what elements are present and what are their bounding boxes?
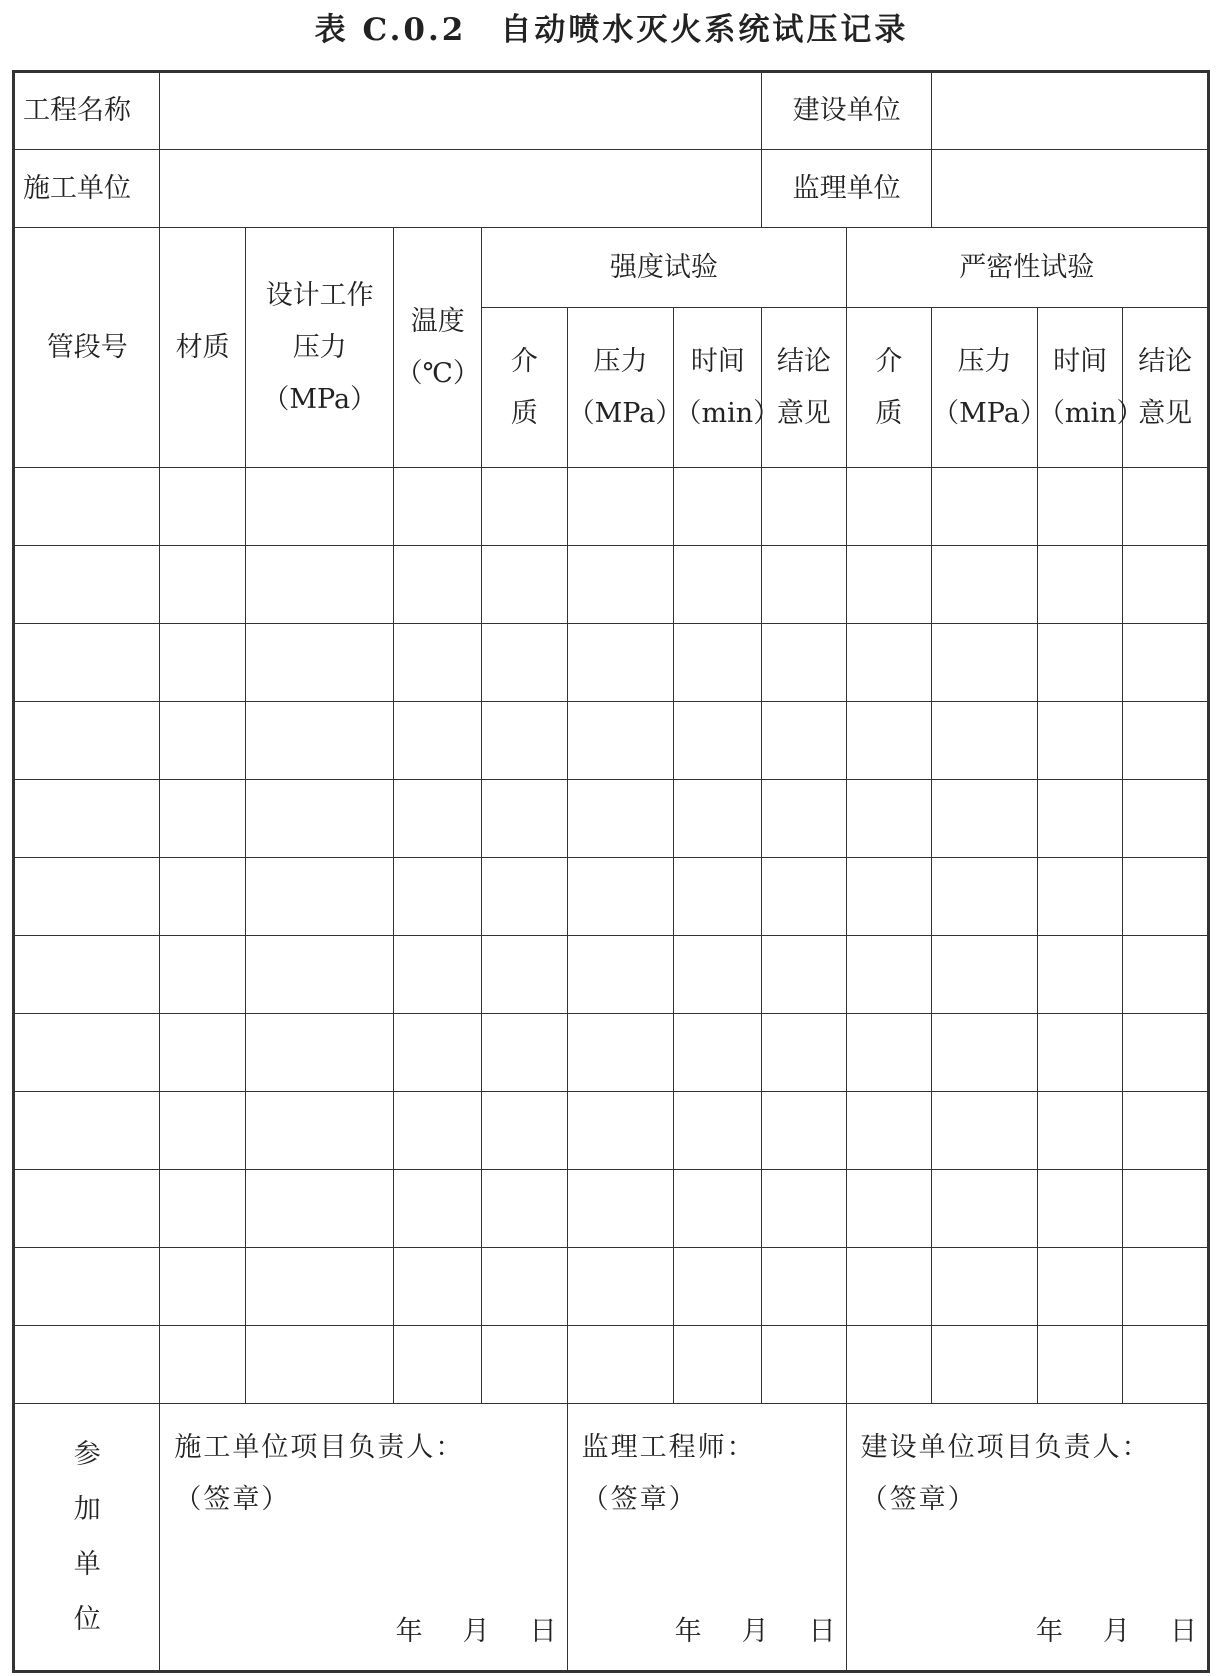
table-cell[interactable] [762,780,846,858]
signature-date [1036,1606,1197,1658]
table-cell[interactable] [674,1170,762,1248]
strength-medium-header [482,308,568,468]
table-cell[interactable] [567,858,674,936]
table-cell[interactable] [1123,1170,1209,1248]
table-cell[interactable] [245,1014,394,1092]
table-cell[interactable] [245,858,394,936]
table-cell[interactable] [674,1248,762,1326]
table-cell[interactable] [567,936,674,1014]
table-cell[interactable] [1123,936,1209,1014]
table-cell[interactable] [567,1092,674,1170]
design-pressure-header-line: 设计工作 [265,279,374,311]
date-day: 日 [1170,1616,1197,1647]
strength-conclusion-header [762,308,846,468]
table-cell[interactable] [160,1170,246,1248]
date-month: 月 [1103,1616,1130,1647]
seal-label: （签章） [860,1484,977,1515]
temperature-header-line: （℃） [395,357,480,389]
table-cell[interactable] [932,468,1038,546]
header-line: 介 [875,345,903,377]
table-row [14,468,1209,546]
table-cell[interactable] [160,468,246,546]
table-cell[interactable] [674,858,762,936]
table-cell[interactable] [846,1014,932,1092]
table-cell[interactable] [482,1326,568,1404]
table-cell[interactable] [160,780,246,858]
column-header-row-1 [14,228,1209,308]
table-cell[interactable] [482,780,568,858]
construction-lead-signature[interactable] [160,1404,567,1672]
table-cell[interactable] [1123,780,1209,858]
table-cell[interactable] [482,1092,568,1170]
builder-unit-value[interactable] [932,72,1209,150]
material-header: 材质 [160,228,246,468]
table-cell[interactable] [394,1326,482,1404]
supervision-unit-value[interactable] [932,150,1209,228]
table-cell[interactable] [245,702,394,780]
table-cell[interactable] [482,702,568,780]
table-cell[interactable] [932,1092,1038,1170]
participants-row [14,1404,1209,1672]
table-cell[interactable] [14,1170,160,1248]
table-cell[interactable] [846,1092,932,1170]
table-cell[interactable] [1037,468,1123,546]
table-cell[interactable] [14,546,160,624]
table-cell[interactable] [160,624,246,702]
table-cell[interactable] [245,936,394,1014]
table-cell[interactable] [762,858,846,936]
date-day: 日 [529,1616,557,1647]
table-cell[interactable] [394,1092,482,1170]
table-cell[interactable] [1123,1014,1209,1092]
table-cell[interactable] [394,1248,482,1326]
participants-label-char: 加 [73,1494,101,1525]
date-month: 月 [462,1616,490,1647]
table-row [14,1014,1209,1092]
table-cell[interactable] [567,780,674,858]
table-cell[interactable] [160,546,246,624]
table-cell[interactable] [14,858,160,936]
table-cell[interactable] [1037,702,1123,780]
header-line: （MPa） [567,397,683,429]
header-line: 压力 [593,345,648,377]
builder-lead-label: 建设单位项目负责人： [860,1432,1151,1463]
table-cell[interactable] [1037,780,1123,858]
table-cell[interactable] [846,936,932,1014]
participants-label [14,1404,160,1672]
table-cell[interactable] [674,1014,762,1092]
header-line: 质 [510,397,538,429]
table-row [14,780,1209,858]
table-cell[interactable] [245,1092,394,1170]
table-cell[interactable] [762,468,846,546]
table-cell[interactable] [932,1326,1038,1404]
strength-time-header [674,308,781,468]
strength-pressure-header [567,308,683,468]
date-day: 日 [808,1616,836,1647]
table-cell[interactable] [567,1014,674,1092]
date-year: 年 [395,1616,423,1647]
table-cell[interactable] [1123,468,1209,546]
table-row [14,546,1209,624]
table-cell[interactable] [482,624,568,702]
table-cell[interactable] [1037,1170,1123,1248]
table-row [14,624,1209,702]
table-cell[interactable] [482,936,568,1014]
table-cell[interactable] [482,468,568,546]
tightness-medium-header [846,308,932,468]
table-cell[interactable] [1123,1326,1209,1404]
table-cell[interactable] [846,1170,932,1248]
table-cell[interactable] [245,624,394,702]
table-cell[interactable] [932,780,1038,858]
tightness-test-header: 严密性试验 [846,228,1208,308]
table-cell[interactable] [394,1170,482,1248]
seal-label: （签章） [581,1484,698,1515]
table-cell[interactable] [14,936,160,1014]
supervisor-label: 监理工程师： [581,1432,756,1463]
tightness-conclusion-header [1123,308,1209,468]
design-pressure-header-line: （MPa） [262,383,378,415]
table-cell[interactable] [932,624,1038,702]
construction-unit-value[interactable] [160,150,762,228]
header-line: 结论 [1138,345,1193,377]
strength-test-header: 强度试验 [482,228,847,308]
table-cell[interactable] [14,468,160,546]
header-line: （min） [674,397,781,429]
table-cell[interactable] [762,1014,846,1092]
segment-no-header: 管段号 [14,228,160,468]
participants-label-char: 单 [73,1549,101,1580]
table-cell[interactable] [846,1326,932,1404]
table-cell[interactable] [567,1170,674,1248]
table-cell[interactable] [674,546,762,624]
form-title: 表 C.0.2 自动喷水灭火系统试压记录 [314,12,909,48]
table-cell[interactable] [1037,936,1123,1014]
header-line: 介 [510,345,538,377]
table-cell[interactable] [160,936,246,1014]
signature-date [396,1606,557,1658]
table-cell[interactable] [1123,702,1209,780]
table-cell[interactable] [245,468,394,546]
temperature-header [394,228,482,468]
table-cell[interactable] [1037,624,1123,702]
project-name-value[interactable] [160,72,762,150]
project-name-label: 工程名称 [14,72,160,150]
table-row [14,858,1209,936]
table-cell[interactable] [846,858,932,936]
table-cell[interactable] [1037,546,1123,624]
construction-unit-label: 施工单位 [14,150,160,228]
table-cell[interactable] [932,702,1038,780]
table-cell[interactable] [1123,858,1209,936]
table-cell[interactable] [846,1248,932,1326]
table-cell[interactable] [567,624,674,702]
table-cell[interactable] [14,1248,160,1326]
construction-lead-label: 施工单位项目负责人： [174,1432,465,1463]
tightness-pressure-header [932,308,1047,468]
table-cell[interactable] [1123,1092,1209,1170]
header-line: 结论 [776,345,831,377]
date-month: 月 [741,1616,769,1647]
table-cell[interactable] [245,1326,394,1404]
table-cell[interactable] [567,702,674,780]
table-row [14,936,1209,1014]
table-cell[interactable] [567,1326,674,1404]
table-cell[interactable] [160,1326,246,1404]
table-row [14,1092,1209,1170]
table-cell[interactable] [1123,546,1209,624]
table-cell[interactable] [932,546,1038,624]
table-cell[interactable] [394,468,482,546]
table-cell[interactable] [932,1170,1038,1248]
table-cell[interactable] [674,468,762,546]
table-cell[interactable] [567,546,674,624]
table-cell[interactable] [394,858,482,936]
table-cell[interactable] [674,624,762,702]
table-cell[interactable] [394,624,482,702]
table-cell[interactable] [932,858,1038,936]
design-pressure-header [245,228,394,468]
table-cell[interactable] [762,936,846,1014]
table-cell[interactable] [14,624,160,702]
participants-label-char: 位 [73,1604,101,1635]
table-cell[interactable] [482,858,568,936]
table-cell[interactable] [846,546,932,624]
table-cell[interactable] [482,1014,568,1092]
table-cell[interactable] [846,468,932,546]
table-cell[interactable] [245,546,394,624]
date-year: 年 [674,1616,702,1647]
table-cell[interactable] [932,936,1038,1014]
table-cell[interactable] [567,1248,674,1326]
table-cell[interactable] [567,468,674,546]
builder-lead-signature[interactable] [846,1404,1208,1672]
supervisor-signature[interactable] [567,1404,846,1672]
date-year: 年 [1036,1616,1063,1647]
table-row [14,702,1209,780]
header-line: 时间 [1053,345,1108,377]
table-cell[interactable] [932,1014,1038,1092]
supervision-unit-label: 监理单位 [762,150,932,228]
table-cell[interactable] [1037,1326,1123,1404]
table-cell[interactable] [14,702,160,780]
header-row-project [14,72,1209,150]
header-line: 时间 [690,345,745,377]
table-cell[interactable] [14,1092,160,1170]
table-cell[interactable] [1123,1248,1209,1326]
table-cell[interactable] [394,780,482,858]
table-cell[interactable] [762,1092,846,1170]
table-cell[interactable] [245,780,394,858]
table-cell[interactable] [762,546,846,624]
seal-label: （签章） [174,1484,291,1515]
table-cell[interactable] [14,780,160,858]
table-cell[interactable] [674,1092,762,1170]
table-cell[interactable] [394,546,482,624]
header-line: （MPa） [932,397,1047,429]
table-row [14,1326,1209,1404]
pressure-test-record-table [12,70,1210,1673]
table-cell[interactable] [482,546,568,624]
table-cell[interactable] [846,624,932,702]
table-cell[interactable] [1123,624,1209,702]
header-line: 压力 [957,345,1012,377]
table-cell[interactable] [394,1014,482,1092]
tightness-time-header [1037,308,1144,468]
table-cell[interactable] [482,1248,568,1326]
table-cell[interactable] [762,1326,846,1404]
temperature-header-line: 温度 [410,305,465,337]
table-cell[interactable] [482,1170,568,1248]
header-line: （min） [1037,397,1144,429]
table-cell[interactable] [1037,1014,1123,1092]
table-cell[interactable] [846,780,932,858]
table-cell[interactable] [160,1248,246,1326]
table-cell[interactable] [245,1248,394,1326]
table-cell[interactable] [1037,1248,1123,1326]
table-cell[interactable] [1037,858,1123,936]
table-cell[interactable] [762,1248,846,1326]
table-cell[interactable] [674,936,762,1014]
header-line: 意见 [1138,397,1193,429]
table-cell[interactable] [846,702,932,780]
builder-unit-label: 建设单位 [762,72,932,150]
table-cell[interactable] [932,1248,1038,1326]
table-cell[interactable] [14,1014,160,1092]
table-cell[interactable] [1037,1092,1123,1170]
table-cell[interactable] [674,1326,762,1404]
participants-label-char: 参 [73,1439,101,1470]
header-line: 意见 [776,397,831,429]
table-cell[interactable] [394,936,482,1014]
table-cell[interactable] [14,1326,160,1404]
table-cell[interactable] [160,1014,246,1092]
table-cell[interactable] [762,702,846,780]
table-row [14,1170,1209,1248]
table-cell[interactable] [674,702,762,780]
table-cell[interactable] [762,1170,846,1248]
table-cell[interactable] [160,858,246,936]
table-cell[interactable] [245,1170,394,1248]
header-row-construction [14,150,1209,228]
header-line: 质 [875,397,903,429]
table-cell[interactable] [674,780,762,858]
table-cell[interactable] [160,1092,246,1170]
design-pressure-header-line: 压力 [292,331,347,363]
table-cell[interactable] [762,624,846,702]
table-cell[interactable] [394,702,482,780]
signature-date [675,1606,836,1658]
table-cell[interactable] [160,702,246,780]
table-row [14,1248,1209,1326]
